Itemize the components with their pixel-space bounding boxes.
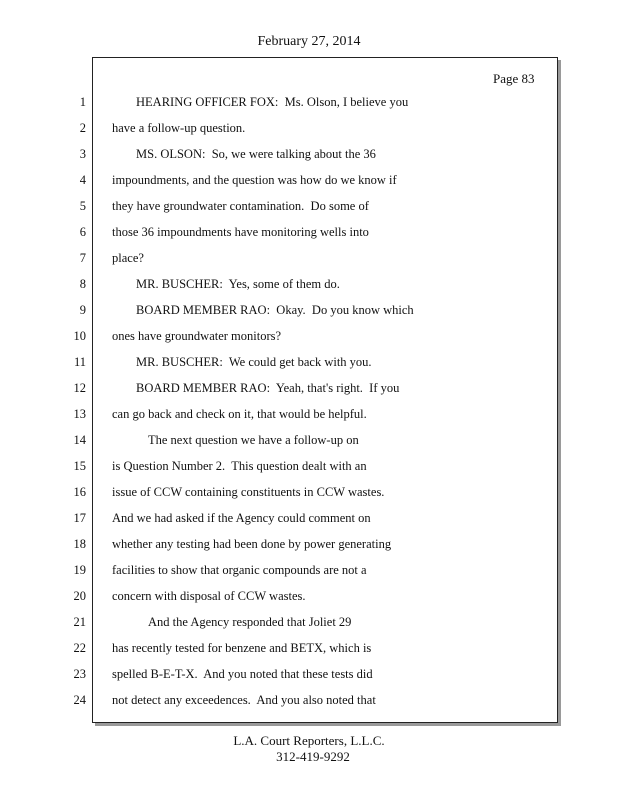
transcript-line: concern with disposal of CCW wastes. — [112, 589, 306, 603]
transcript-line: is Question Number 2. This question dealt with an — [112, 459, 367, 473]
line-number: 7 — [79, 251, 86, 265]
transcript-line: MS. OLSON: So, we were talking about the 36 — [136, 147, 376, 161]
transcript-line: they have groundwater contamination. Do some of — [112, 199, 369, 213]
transcript-line: impoundments, and the question was how do we know if — [112, 173, 397, 187]
court-reporter-name: L.A. Court Reporters, L.L.C. — [233, 733, 385, 748]
transcript-line: not detect any exceedences. And you also noted that — [112, 693, 376, 707]
transcript-line: whether any testing had been done by power generating — [112, 537, 392, 551]
transcript-line: MR. BUSCHER: Yes, some of them do. — [136, 277, 340, 291]
transcript-line: facilities to show that organic compounds are not a — [112, 563, 367, 577]
line-number: 23 — [73, 667, 86, 681]
page-number: Page 83 — [493, 71, 535, 86]
transcript-line: BOARD MEMBER RAO: Yeah, that's right. If you — [136, 381, 400, 395]
transcript-line: And we had asked if the Agency could comment on — [112, 511, 371, 525]
transcript-line: issue of CCW containing constituents in CCW wastes. — [112, 485, 385, 499]
transcript-line: MR. BUSCHER: We could get back with you. — [136, 355, 372, 369]
line-number: 21 — [73, 615, 86, 629]
line-number: 19 — [73, 563, 86, 577]
line-number: 22 — [73, 641, 86, 655]
transcript-line: The next question we have a follow-up on — [148, 433, 359, 447]
line-number: 20 — [73, 589, 86, 603]
line-number: 18 — [73, 537, 86, 551]
transcript-line: those 36 impoundments have monitoring wells into — [112, 225, 369, 239]
line-number: 3 — [79, 147, 86, 161]
line-number: 1 — [79, 95, 86, 109]
line-number: 9 — [79, 303, 86, 317]
line-number: 24 — [73, 693, 86, 707]
line-number: 8 — [79, 277, 86, 291]
court-reporter-phone: 312-419-9292 — [276, 749, 350, 764]
transcript-date: February 27, 2014 — [257, 34, 361, 49]
transcript-line: And the Agency responded that Joliet 29 — [148, 615, 352, 629]
line-number: 5 — [79, 199, 86, 213]
line-number: 15 — [73, 459, 86, 473]
line-number: 6 — [79, 225, 86, 239]
transcript-line: BOARD MEMBER RAO: Okay. Do you know which — [136, 303, 414, 317]
transcript-line: HEARING OFFICER FOX: Ms. Olson, I believe you — [136, 95, 409, 109]
line-number: 10 — [73, 329, 86, 343]
transcript-line: have a follow-up question. — [112, 121, 246, 135]
line-number: 16 — [73, 485, 86, 499]
line-number: 4 — [79, 173, 86, 187]
line-number: 13 — [73, 407, 86, 421]
transcript-line: has recently tested for benzene and BETX, which is — [112, 641, 372, 655]
transcript-line: place? — [112, 251, 144, 265]
line-number: 12 — [73, 381, 86, 395]
transcript-line: can go back and check on it, that would be helpful. — [112, 407, 367, 421]
transcript-line: spelled B-E-T-X. And you noted that these tests did — [112, 667, 373, 681]
line-number: 17 — [73, 511, 86, 525]
line-number: 11 — [73, 355, 86, 369]
transcript-line: ones have groundwater monitors? — [112, 329, 282, 343]
line-number: 2 — [79, 121, 86, 135]
line-number: 14 — [73, 433, 86, 447]
